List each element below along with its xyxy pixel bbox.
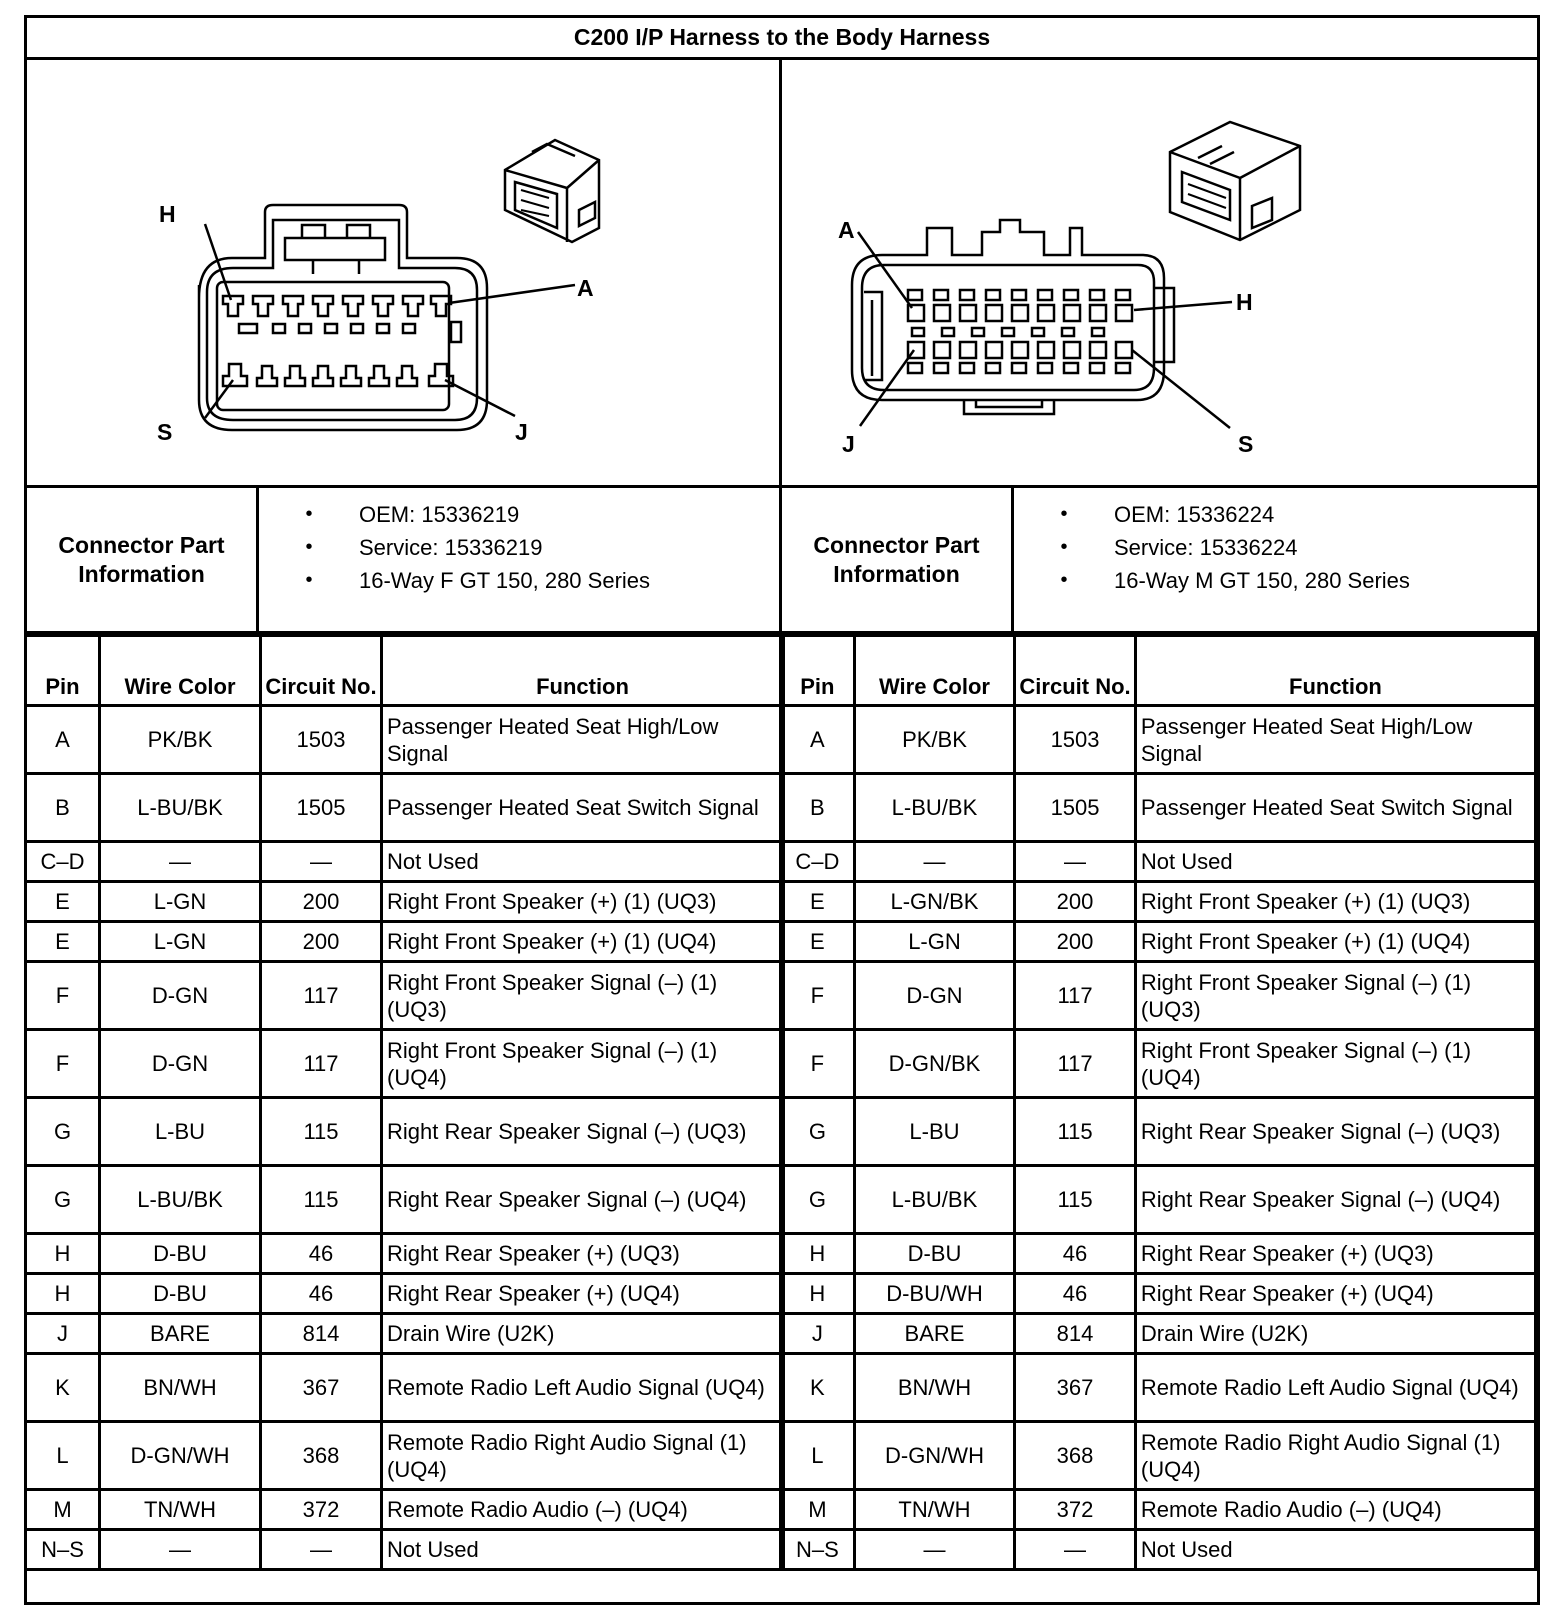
connector-info-list <box>1014 488 1537 631</box>
function-cell: Remote Radio Audio (–) (UQ4) <box>1135 1490 1535 1530</box>
pin-cell: H <box>26 1274 100 1314</box>
function-cell: Drain Wire (U2K) <box>382 1314 784 1354</box>
function-cell: Right Rear Speaker (+) (UQ4) <box>382 1274 784 1314</box>
circuit-cell: 117 <box>1015 962 1136 1030</box>
wire-color-cell: D-GN <box>854 962 1014 1030</box>
pin-label-bottom-left: J <box>842 431 855 457</box>
wire-color-cell: L-BU <box>854 1098 1014 1166</box>
pinout-rows <box>781 706 1536 1570</box>
function-cell: Remote Radio Right Audio Signal (1) (UQ4) <box>1135 1422 1535 1490</box>
circuit-cell: 115 <box>1015 1098 1136 1166</box>
wire-color-cell: TN/WH <box>854 1490 1014 1530</box>
connector-sheet <box>24 15 1540 1605</box>
wire-color-cell: L-BU <box>100 1098 261 1166</box>
table-row <box>26 882 784 922</box>
pin-cell: K <box>781 1354 855 1422</box>
female-connector-diagram <box>27 60 782 485</box>
circuit-cell: 46 <box>261 1234 382 1274</box>
wire-color-cell: L-GN <box>100 882 261 922</box>
circuit-cell: 46 <box>261 1274 382 1314</box>
function-cell: Right Rear Speaker (+) (UQ3) <box>382 1234 784 1274</box>
info-item: • OEM: 15336224 <box>1014 498 1537 531</box>
function-cell: Right Front Speaker Signal (–) (1) (UQ3) <box>1135 962 1535 1030</box>
pin-cell: F <box>26 1030 100 1098</box>
function-cell: Right Rear Speaker Signal (–) (UQ4) <box>382 1166 784 1234</box>
function-cell: Right Rear Speaker Signal (–) (UQ3) <box>1135 1098 1535 1166</box>
female-connector-face-drawing <box>27 60 779 485</box>
pin-cell: F <box>26 962 100 1030</box>
pin-label-bottom-right: S <box>1238 431 1254 457</box>
pin-cell: H <box>781 1274 855 1314</box>
function-cell: Right Front Speaker Signal (–) (1) (UQ3) <box>382 962 784 1030</box>
table-row <box>781 1530 1536 1570</box>
pin-label-bottom-right: J <box>515 419 528 445</box>
bullet: • <box>1060 536 1068 558</box>
pin-cell: G <box>781 1098 855 1166</box>
wire-color-cell: D-BU <box>100 1234 261 1274</box>
column-header-circuit: Circuit No. <box>1015 636 1136 706</box>
pin-cell: K <box>26 1354 100 1422</box>
wire-color-cell: D-BU <box>100 1274 261 1314</box>
diagram-row <box>27 60 1537 488</box>
table-row <box>781 1030 1536 1098</box>
table-row <box>781 882 1536 922</box>
pin-cell: N–S <box>781 1530 855 1570</box>
circuit-cell: — <box>261 1530 382 1570</box>
circuit-cell: 117 <box>261 962 382 1030</box>
table-row <box>26 1422 784 1490</box>
table-row <box>26 1098 784 1166</box>
column-header-function: Function <box>382 636 784 706</box>
function-cell: Passenger Heated Seat High/Low Signal <box>1135 706 1535 774</box>
function-cell: Remote Radio Audio (–) (UQ4) <box>382 1490 784 1530</box>
pinout-table-right <box>779 634 1537 1571</box>
wire-color-cell: D-BU <box>854 1234 1014 1274</box>
table-row <box>781 962 1536 1030</box>
table-row <box>26 1314 784 1354</box>
circuit-cell: 117 <box>261 1030 382 1098</box>
pin-cell: L <box>781 1422 855 1490</box>
wire-color-cell: BARE <box>100 1314 261 1354</box>
page-title: C200 I/P Harness to the Body Harness <box>27 18 1537 60</box>
bullet: • <box>305 536 313 558</box>
circuit-cell: 372 <box>1015 1490 1136 1530</box>
circuit-cell: 814 <box>1015 1314 1136 1354</box>
pin-cell: A <box>781 706 855 774</box>
circuit-cell: 1505 <box>261 774 382 842</box>
male-connector-face-drawing <box>782 60 1537 485</box>
connector-info-row <box>27 488 1537 634</box>
wire-color-cell: — <box>854 1530 1014 1570</box>
function-cell: Not Used <box>382 1530 784 1570</box>
circuit-cell: 115 <box>261 1166 382 1234</box>
function-cell: Right Front Speaker Signal (–) (1) (UQ4) <box>1135 1030 1535 1098</box>
table-row <box>781 1274 1536 1314</box>
circuit-cell: 814 <box>261 1314 382 1354</box>
bullet: • <box>305 569 313 591</box>
circuit-cell: — <box>1015 1530 1136 1570</box>
table-row <box>26 1354 784 1422</box>
pin-cell: F <box>781 1030 855 1098</box>
table-row <box>781 1490 1536 1530</box>
circuit-cell: 367 <box>261 1354 382 1422</box>
table-row <box>26 962 784 1030</box>
column-header-circuit: Circuit No. <box>261 636 382 706</box>
pin-cell: E <box>26 922 100 962</box>
circuit-cell: 200 <box>1015 882 1136 922</box>
circuit-cell: 117 <box>1015 1030 1136 1098</box>
table-row <box>781 1314 1536 1354</box>
table-row <box>26 1274 784 1314</box>
function-cell: Passenger Heated Seat Switch Signal <box>1135 774 1535 842</box>
function-cell: Not Used <box>1135 1530 1535 1570</box>
pin-cell: B <box>26 774 100 842</box>
function-cell: Not Used <box>382 842 784 882</box>
function-cell: Remote Radio Right Audio Signal (1) (UQ4) <box>382 1422 784 1490</box>
wire-color-cell: L-BU/BK <box>854 1166 1014 1234</box>
pin-cell: A <box>26 706 100 774</box>
function-cell: Passenger Heated Seat High/Low Signal <box>382 706 784 774</box>
function-cell: Remote Radio Left Audio Signal (UQ4) <box>1135 1354 1535 1422</box>
pin-cell: E <box>781 922 855 962</box>
function-cell: Right Rear Speaker Signal (–) (UQ3) <box>382 1098 784 1166</box>
column-header-wire-color: Wire Color <box>854 636 1014 706</box>
pin-label-top-right: H <box>1236 289 1253 315</box>
table-row <box>26 1166 784 1234</box>
bullet: • <box>1060 503 1068 525</box>
function-cell: Right Rear Speaker (+) (UQ3) <box>1135 1234 1535 1274</box>
table-row <box>26 842 784 882</box>
wire-color-cell: L-GN <box>100 922 261 962</box>
pin-cell: C–D <box>26 842 100 882</box>
circuit-cell: 46 <box>1015 1274 1136 1314</box>
wire-color-cell: L-BU/BK <box>854 774 1014 842</box>
info-item: • Service: 15336219 <box>259 531 779 564</box>
info-item: • 16-Way F GT 150, 280 Series <box>259 564 779 597</box>
table-row <box>781 842 1536 882</box>
wire-color-cell: D-GN/WH <box>100 1422 261 1490</box>
pin-cell: H <box>781 1234 855 1274</box>
pin-cell: B <box>781 774 855 842</box>
table-row <box>781 1234 1536 1274</box>
pin-cell: C–D <box>781 842 855 882</box>
pin-cell: M <box>26 1490 100 1530</box>
pin-label-top-left: A <box>838 217 855 243</box>
circuit-cell: 367 <box>1015 1354 1136 1422</box>
male-connector-diagram <box>782 60 1537 485</box>
function-cell: Drain Wire (U2K) <box>1135 1314 1535 1354</box>
pinout-table-left <box>24 634 785 1571</box>
wire-color-cell: PK/BK <box>854 706 1014 774</box>
wire-color-cell: L-GN <box>854 922 1014 962</box>
bullet: • <box>1060 569 1068 591</box>
circuit-cell: 115 <box>261 1098 382 1166</box>
table-row <box>26 922 784 962</box>
circuit-cell: — <box>1015 842 1136 882</box>
column-header-wire-color: Wire Color <box>100 636 261 706</box>
wire-color-cell: — <box>100 1530 261 1570</box>
circuit-cell: — <box>261 842 382 882</box>
pin-cell: M <box>781 1490 855 1530</box>
table-row <box>781 1422 1536 1490</box>
pin-cell: E <box>781 882 855 922</box>
info-item: • OEM: 15336219 <box>259 498 779 531</box>
column-header-function: Function <box>1135 636 1535 706</box>
wire-color-cell: D-GN/WH <box>854 1422 1014 1490</box>
circuit-cell: 200 <box>261 882 382 922</box>
pin-cell: J <box>26 1314 100 1354</box>
table-row <box>26 1490 784 1530</box>
connector-info-label: Connector Part Information <box>27 488 259 631</box>
wire-color-cell: — <box>854 842 1014 882</box>
info-item: • 16-Way M GT 150, 280 Series <box>1014 564 1537 597</box>
table-row <box>781 774 1536 842</box>
function-cell: Right Rear Speaker Signal (–) (UQ4) <box>1135 1166 1535 1234</box>
table-row <box>26 1234 784 1274</box>
circuit-cell: 368 <box>261 1422 382 1490</box>
connector-info-list <box>259 488 782 631</box>
wire-color-cell: BARE <box>854 1314 1014 1354</box>
table-row <box>781 1354 1536 1422</box>
pin-cell: H <box>26 1234 100 1274</box>
function-cell: Passenger Heated Seat Switch Signal <box>382 774 784 842</box>
bullet: • <box>305 503 313 525</box>
pin-cell: J <box>781 1314 855 1354</box>
column-header-pin: Pin <box>26 636 100 706</box>
pin-cell: G <box>26 1166 100 1234</box>
wire-color-cell: D-GN <box>100 1030 261 1098</box>
table-row <box>781 922 1536 962</box>
pin-cell: G <box>781 1166 855 1234</box>
info-item: • Service: 15336224 <box>1014 531 1537 564</box>
circuit-cell: 1505 <box>1015 774 1136 842</box>
function-cell: Right Rear Speaker (+) (UQ4) <box>1135 1274 1535 1314</box>
column-header-pin: Pin <box>781 636 855 706</box>
wire-color-cell: D-GN <box>100 962 261 1030</box>
pinout-rows <box>26 706 784 1570</box>
pin-label-bottom-left: S <box>157 419 173 445</box>
function-cell: Right Front Speaker (+) (1) (UQ3) <box>382 882 784 922</box>
table-row <box>781 1098 1536 1166</box>
circuit-cell: 1503 <box>261 706 382 774</box>
circuit-cell: 372 <box>261 1490 382 1530</box>
table-row <box>26 1030 784 1098</box>
pin-cell: F <box>781 962 855 1030</box>
circuit-cell: 200 <box>261 922 382 962</box>
function-cell: Not Used <box>1135 842 1535 882</box>
connector-info-label: Connector Part Information <box>782 488 1014 631</box>
function-cell: Right Front Speaker (+) (1) (UQ4) <box>382 922 784 962</box>
wire-color-cell: D-GN/BK <box>854 1030 1014 1098</box>
circuit-cell: 368 <box>1015 1422 1136 1490</box>
circuit-cell: 115 <box>1015 1166 1136 1234</box>
function-cell: Right Front Speaker (+) (1) (UQ4) <box>1135 922 1535 962</box>
table-row <box>26 1530 784 1570</box>
wire-color-cell: L-BU/BK <box>100 774 261 842</box>
circuit-cell: 200 <box>1015 922 1136 962</box>
pin-cell: L <box>26 1422 100 1490</box>
circuit-cell: 1503 <box>1015 706 1136 774</box>
pin-cell: N–S <box>26 1530 100 1570</box>
pin-label-top-left: H <box>159 201 176 227</box>
table-row <box>781 1166 1536 1234</box>
wire-color-cell: — <box>100 842 261 882</box>
pin-cell: E <box>26 882 100 922</box>
wire-color-cell: TN/WH <box>100 1490 261 1530</box>
pin-cell: G <box>26 1098 100 1166</box>
function-cell: Remote Radio Left Audio Signal (UQ4) <box>382 1354 784 1422</box>
wire-color-cell: L-BU/BK <box>100 1166 261 1234</box>
wire-color-cell: BN/WH <box>100 1354 261 1422</box>
table-row <box>26 774 784 842</box>
function-cell: Right Front Speaker (+) (1) (UQ3) <box>1135 882 1535 922</box>
wire-color-cell: PK/BK <box>100 706 261 774</box>
pin-label-top-right: A <box>577 275 594 301</box>
wire-color-cell: D-BU/WH <box>854 1274 1014 1314</box>
table-row <box>781 706 1536 774</box>
function-cell: Right Front Speaker Signal (–) (1) (UQ4) <box>382 1030 784 1098</box>
table-row <box>26 706 784 774</box>
wire-color-cell: L-GN/BK <box>854 882 1014 922</box>
circuit-cell: 46 <box>1015 1234 1136 1274</box>
wire-color-cell: BN/WH <box>854 1354 1014 1422</box>
